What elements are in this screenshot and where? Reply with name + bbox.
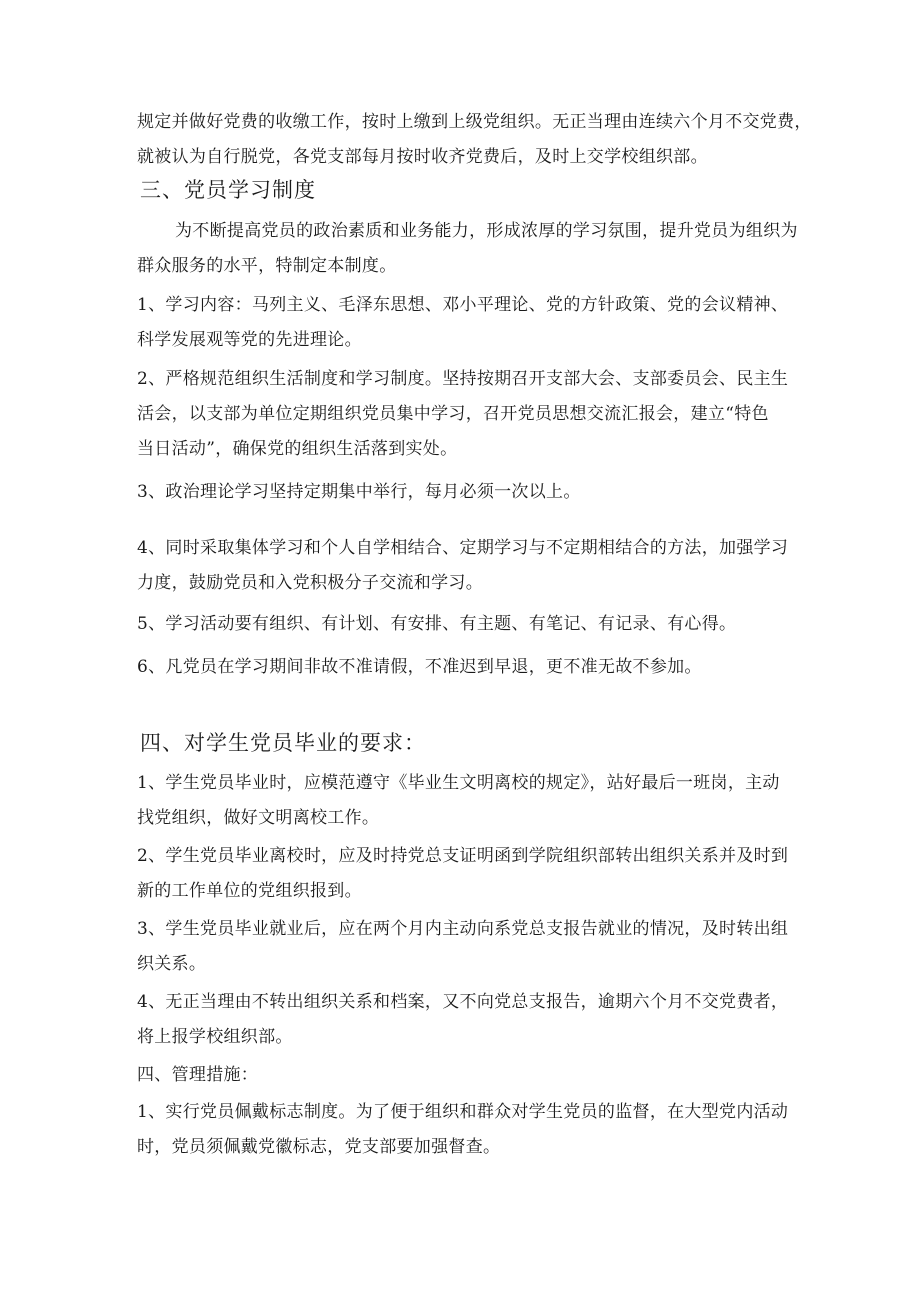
intro-line-1: 规定并做好党费的收缴工作，按时上缴到上级党组织。无正当理由连续六个月不交党费， — [137, 112, 812, 132]
section-5-heading: 四、管理措施： — [137, 1065, 259, 1085]
section-3-purpose-line-1: 为不断提高党员的政治素质和业务能力，形成浓厚的学习氛围，提升党员为组织为 — [175, 221, 798, 241]
section-5-item-1-line-1: 1、实行党员佩戴标志制度。为了便于组织和群众对学生党员的监督，在大型党内活动 — [137, 1102, 789, 1122]
section-3-item-1-line-1: 1、学习内容：马列主义、毛泽东思想、邓小平理论、党的方针政策、党的会议精神、 — [137, 295, 789, 315]
section-3-item-2-line-3: 当日活动”，确保党的组织生活落到实处。 — [137, 439, 458, 459]
section-3-item-2-line-2: 活会，以支部为单位定期组织党员集中学习，召开党员思想交流汇报会，建立“特色 — [137, 404, 769, 424]
section-3-item-5: 5、学习活动要有组织、有计划、有安排、有主题、有笔记、有记录、有心得。 — [137, 614, 737, 634]
section-3-item-4-line-1: 4、同时采取集体学习和个人自学相结合、定期学习与不定期相结合的方法，加强学习 — [137, 538, 789, 558]
section-5-item-1-line-2: 时，党员须佩戴党徽标志，党支部要加强督查。 — [137, 1137, 501, 1157]
section-3-item-1-line-2: 科学发展观等党的先进理论。 — [137, 330, 362, 350]
section-3-item-3: 3、政治理论学习坚持定期集中举行，每月必须一次以上。 — [137, 482, 581, 502]
section-4-item-1-line-1: 1、学生党员毕业时，应模范遵守《毕业生文明离校的规定》，站好最后一班岗，主动 — [137, 773, 780, 793]
section-3-item-2-line-1: 2、严格规范组织生活制度和学习制度。坚持按期召开支部大会、支部委员会、民主生 — [137, 369, 789, 389]
section-4-item-4-line-2: 将上报学校组织部。 — [137, 1027, 293, 1047]
section-4-item-1-line-2: 找党组织，做好文明离校工作。 — [137, 808, 380, 828]
section-4-item-2-line-1: 2、学生党员毕业离校时，应及时持党总支证明函到学院组织部转出组织关系并及时到 — [137, 846, 789, 866]
section-3-purpose-line-2: 群众服务的水平，特制定本制度。 — [137, 256, 397, 276]
section-3-item-6: 6、凡党员在学习期间非故不准请假，不准迟到早退，更不准无故不参加。 — [137, 657, 702, 677]
section-4-item-2-line-2: 新的工作单位的党组织报到。 — [137, 881, 362, 901]
section-4-item-4-line-1: 4、无正当理由不转出组织关系和档案，又不向党总支报告，逾期六个月不交党费者， — [137, 992, 789, 1012]
section-4-item-3-line-1: 3、学生党员毕业就业后，应在两个月内主动向系党总支报告就业的情况，及时转出组 — [137, 919, 789, 939]
section-3-heading: 三、党员学习制度 — [140, 178, 316, 202]
intro-line-2: 就被认为自行脱党，各党支部每月按时收齐党费后，及时上交学校组织部。 — [137, 147, 708, 167]
section-4-heading: 四、对学生党员毕业的要求： — [140, 731, 426, 755]
section-4-item-3-line-2: 织关系。 — [137, 954, 207, 974]
section-3-item-4-line-2: 力度，鼓励党员和入党积极分子交流和学习。 — [137, 573, 483, 593]
